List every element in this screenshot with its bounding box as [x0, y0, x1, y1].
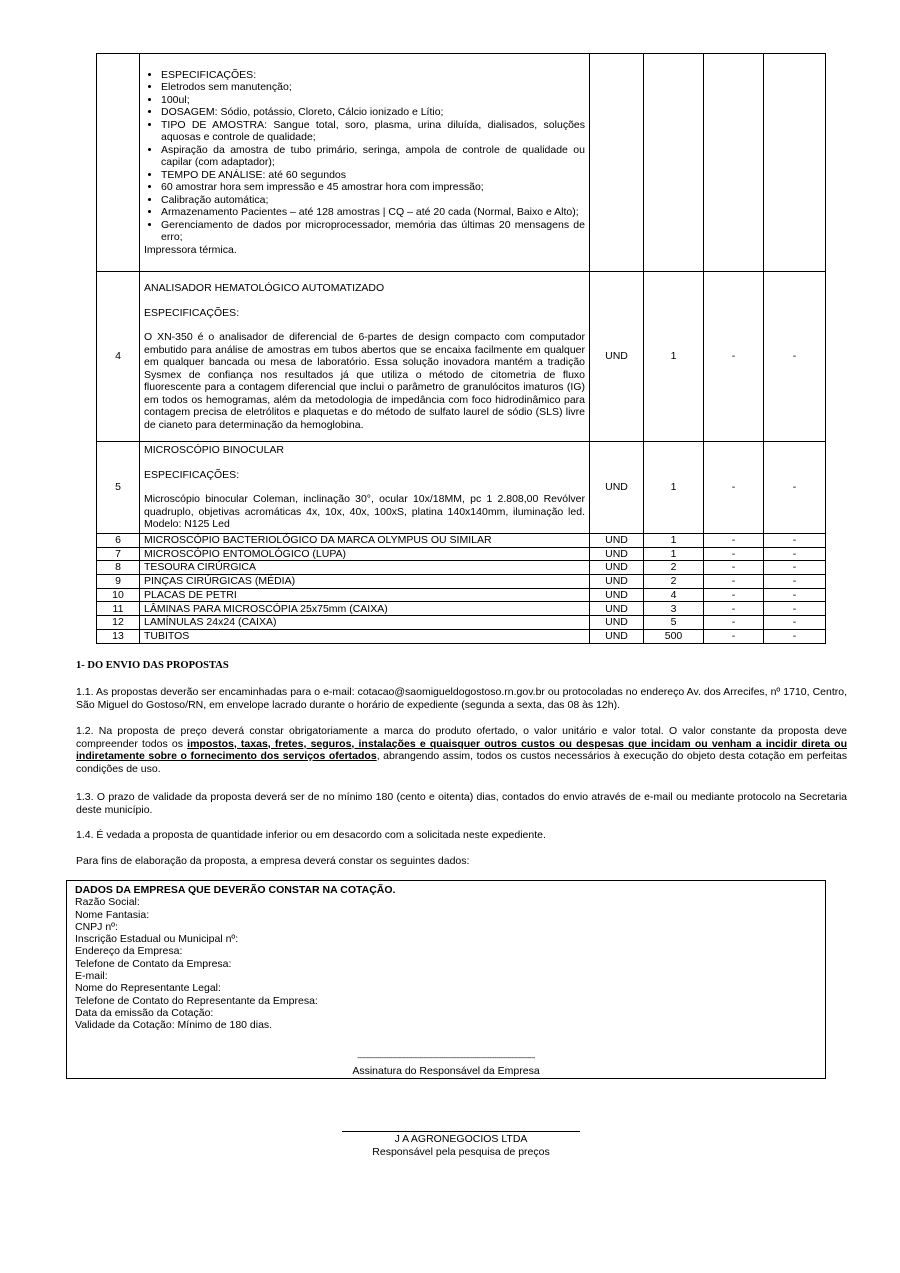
item-value: -: [704, 629, 764, 643]
item-title: MICROSCÓPIO BINOCULAR: [144, 444, 285, 457]
spec-item: • TEMPO DE ANÁLISE: até 60 segundos: [161, 169, 585, 182]
item-spec-text: Microscópio binocular Coleman, inclinação 30°, ocular 10x/18MM, pc 1 2.808,00 Revólver quadruplo, objetivas acromáticas 4x, 10x, 40x, 100xS, platina 140x140mm, iluminação led. Modelo: N125 Led: [144, 493, 585, 531]
item-value: -: [704, 616, 764, 630]
paragraph-1-2-end: , abrangendo assim, todos os custos necessários à execução do objeto desta cotação em perfeitas condições de uso.: [76, 750, 847, 775]
paragraph-1-4: 1.4. É vedada a proposta de quantidade inferior ou em desacordo com a solicitada neste expediente.: [76, 829, 546, 841]
company-data-box: [66, 880, 826, 1079]
item-total: -: [764, 616, 826, 630]
spec-item: • 100ul;: [161, 94, 585, 107]
item-qty: 5: [644, 616, 704, 630]
item-unit: UND: [590, 547, 644, 561]
item-number: 5: [97, 442, 140, 534]
item-value: -: [704, 602, 764, 616]
table-row: [97, 616, 826, 630]
item-total: -: [764, 547, 826, 561]
item-unit: UND: [590, 629, 644, 643]
company-field-label: Nome do Representante Legal:: [75, 982, 221, 995]
spec-item: • 60 amostrar hora sem impressão e 45 amostrar hora com impressão;: [161, 181, 585, 194]
item-value-cell: [704, 54, 764, 272]
company-field-label: CNPJ nº:: [75, 920, 118, 933]
company-field-label: Inscrição Estadual ou Municipal nº:: [75, 933, 239, 946]
signature-label: Assinatura do Responsável da Empresa: [352, 1065, 540, 1077]
item-number: 10: [97, 588, 140, 602]
item-number: 7: [97, 547, 140, 561]
spec-item: • DOSAGEM: Sódio, potássio, Cloreto, Cálcio ionizado e Lítio;: [161, 106, 585, 119]
item-qty: 2: [644, 561, 704, 575]
company-field-label: Telefone de Contato do Representante da Empresa:: [75, 994, 318, 1007]
item-total: -: [764, 575, 826, 589]
item-number-cell: [97, 54, 140, 272]
item-qty: 1: [644, 442, 704, 534]
item-total-cell: [764, 54, 826, 272]
company-field-label: Data da emissão da Cotação:: [75, 1006, 214, 1019]
item-unit: UND: [590, 616, 644, 630]
paragraph-1-2: [76, 725, 847, 775]
item-description: TESOURA CIRÚRGICA: [140, 561, 590, 575]
item-value: -: [704, 575, 764, 589]
item-qty-cell: [644, 54, 704, 272]
item-number: 11: [97, 602, 140, 616]
items-table: [96, 53, 826, 644]
spec-item: • Armazenamento Pacientes – até 128 amostras | CQ – até 20 cada (Normal, Baixo e Alto);: [161, 206, 585, 219]
table-row: [97, 534, 826, 548]
spec-tail: Impressora térmica.: [144, 243, 237, 256]
simple-rows: [97, 534, 826, 644]
table-row-5: [97, 442, 826, 534]
item-total: -: [764, 602, 826, 616]
item-qty: 3: [644, 602, 704, 616]
item-description: TUBITOS: [140, 629, 590, 643]
item-description: LAMÍNULAS 24x24 (CAIXA): [140, 616, 590, 630]
footer-role: Responsável pela pesquisa de preços: [372, 1146, 550, 1158]
item-total: -: [764, 629, 826, 643]
item-unit: UND: [590, 534, 644, 548]
item-description: [140, 272, 590, 442]
item-unit: UND: [590, 588, 644, 602]
item-number: 6: [97, 534, 140, 548]
spec-item: • Aspiração da amostra de tubo primário, seringa, ampola de controle de qualidade ou capilar (com adaptador);: [161, 144, 585, 169]
item-description: PINÇAS CIRÚRGICAS (MÉDIA): [140, 575, 590, 589]
item-value: -: [704, 534, 764, 548]
company-field-label: E-mail:: [75, 970, 108, 983]
item-description: PLACAS DE PETRI: [140, 588, 590, 602]
company-field-label: Razão Social:: [75, 896, 140, 909]
item-number: 13: [97, 629, 140, 643]
section-title: 1- DO ENVIO DAS PROPOSTAS: [76, 660, 229, 671]
table-row-4: [97, 272, 826, 442]
item-total: -: [764, 534, 826, 548]
item-spec-label: ESPECIFICAÇÕES:: [144, 468, 240, 481]
spec-item: • Eletrodos sem manutenção;: [161, 81, 585, 94]
item-total: -: [764, 561, 826, 575]
company-field-label: Validade da Cotação: Mínimo de 180 dias.: [75, 1019, 273, 1032]
table-row-continued: [97, 54, 826, 272]
item-number: 4: [97, 272, 140, 442]
item-total: -: [764, 272, 826, 442]
item-number: 12: [97, 616, 140, 630]
item-description: [140, 442, 590, 534]
item-description: LÂMINAS PARA MICROSCÓPIA 25x75mm (CAIXA): [140, 602, 590, 616]
paragraph-1-2-emphasis: impostos, taxas, fretes, seguros, instalações e quaisquer outros custos ou despesas que incidam ou venham a incidir direta ou indiretamente sobre o fornecimento dos serviços ofertados: [76, 737, 847, 762]
company-box-title: DADOS DA EMPRESA QUE DEVERÃO CONSTAR NA COTAÇÃO.: [75, 884, 396, 896]
item-spec-text: O XN-350 é o analisador de diferencial de 6-partes de design compacto com computador embutido para análise de amostras em tubos abertos que se encaixa facilmente em qualquer em qualquer bancada ou mesa de laboratório. Essa solução inovadora mantém a tradição Sysmex de confiança nos resultados já que utiliza o método de citometria de fluxo fluorescente para a contagem diferencial que inclui o parâmetro de granulócitos imaturos (IG) em todos os hemogramas, além da metodologia de impedância com foco hidrodinâmico para contagem precisa de eletrólitos e plaquetas e do método de sulfato laurel de sódio (SLS) livre de cianeto para determinação da hemoglobina.: [144, 331, 585, 431]
item-qty: 4: [644, 588, 704, 602]
paragraph-1-2-start: 1.2. Na proposta de preço deverá constar obrigatoriamente a marca do produto ofertado, o valor unitário e valor total. O valor constante da proposta deve compreender todos os: [76, 725, 847, 750]
item-qty: 1: [644, 534, 704, 548]
company-field-label: Nome Fantasia:: [75, 908, 150, 921]
table-row: [97, 629, 826, 643]
item-value: -: [704, 442, 764, 534]
item-title: ANALISADOR HEMATOLÓGICO AUTOMATIZADO: [144, 282, 385, 294]
item-value: -: [704, 588, 764, 602]
item-qty: 1: [644, 547, 704, 561]
paragraph-1-1: 1.1. As propostas deverão ser encaminhadas para o e-mail: cotacao@saomigueldogostoso.rn.gov.br ou protocoladas no endereço Av. dos Arrecifes, nº 1710, Centro, São Miguel do Gostoso/RN, em envelope lacrado durante o horário de expediente (segunda a sexta, das 08 às 12h).: [76, 686, 847, 711]
footer-company-name: J A AGRONEGOCIOS LTDA: [394, 1133, 528, 1145]
table-row: [97, 575, 826, 589]
item-value: -: [704, 561, 764, 575]
footer-signature-line: [342, 1131, 580, 1132]
item-number: 8: [97, 561, 140, 575]
item-spec-label: ESPECIFICAÇÕES:: [144, 306, 240, 319]
item-qty: 1: [644, 272, 704, 442]
item-total: -: [764, 442, 826, 534]
item-value: -: [704, 547, 764, 561]
table-row: [97, 547, 826, 561]
item-value: -: [704, 272, 764, 442]
item-unit: UND: [590, 602, 644, 616]
item-number: 9: [97, 575, 140, 589]
spec-item: • Gerenciamento de dados por microprocessador, memória das últimas 20 mensagens de erro;: [161, 219, 585, 244]
table-row: [97, 602, 826, 616]
paragraph-1-3: 1.3. O prazo de validade da proposta deverá ser de no mínimo 180 (cento e oitenta) dias, contados do envio através de e-mail ou mediante protocolo na Secretaria deste município.: [76, 791, 847, 816]
signature-dashes: -------------------------------------------------------------------------------------------------: [357, 1055, 535, 1062]
paragraph-intro: Para fins de elaboração da proposta, a empresa deverá constar os seguintes dados:: [76, 855, 470, 867]
item-unit: UND: [590, 272, 644, 442]
company-field-label: Telefone de Contato da Empresa:: [75, 957, 232, 970]
spec-item: • ESPECIFICAÇÕES:: [161, 69, 585, 82]
item-qty: 2: [644, 575, 704, 589]
spec-item: • Calibração automática;: [161, 194, 585, 207]
item-total: -: [764, 588, 826, 602]
company-field-label: Endereço da Empresa:: [75, 945, 183, 958]
spec-item: • TIPO DE AMOSTRA: Sangue total, soro, plasma, urina diluída, dialisados, soluções aquosas e controle de qualidade;: [161, 119, 585, 144]
item-unit: UND: [590, 561, 644, 575]
item-qty: 500: [644, 629, 704, 643]
table-row: [97, 561, 826, 575]
item-unit-cell: [590, 54, 644, 272]
item-description: MICROSCÓPIO BACTERIOLÓGICO DA MARCA OLYMPUS OU SIMILAR: [140, 534, 590, 548]
company-fields: [75, 896, 817, 1031]
item-description: MICROSCÓPIO ENTOMOLÓGICO (LUPA): [140, 547, 590, 561]
item-unit: UND: [590, 442, 644, 534]
table-row: [97, 588, 826, 602]
item-description-cell: [140, 54, 590, 272]
item-unit: UND: [590, 575, 644, 589]
spec-list: [144, 69, 585, 244]
